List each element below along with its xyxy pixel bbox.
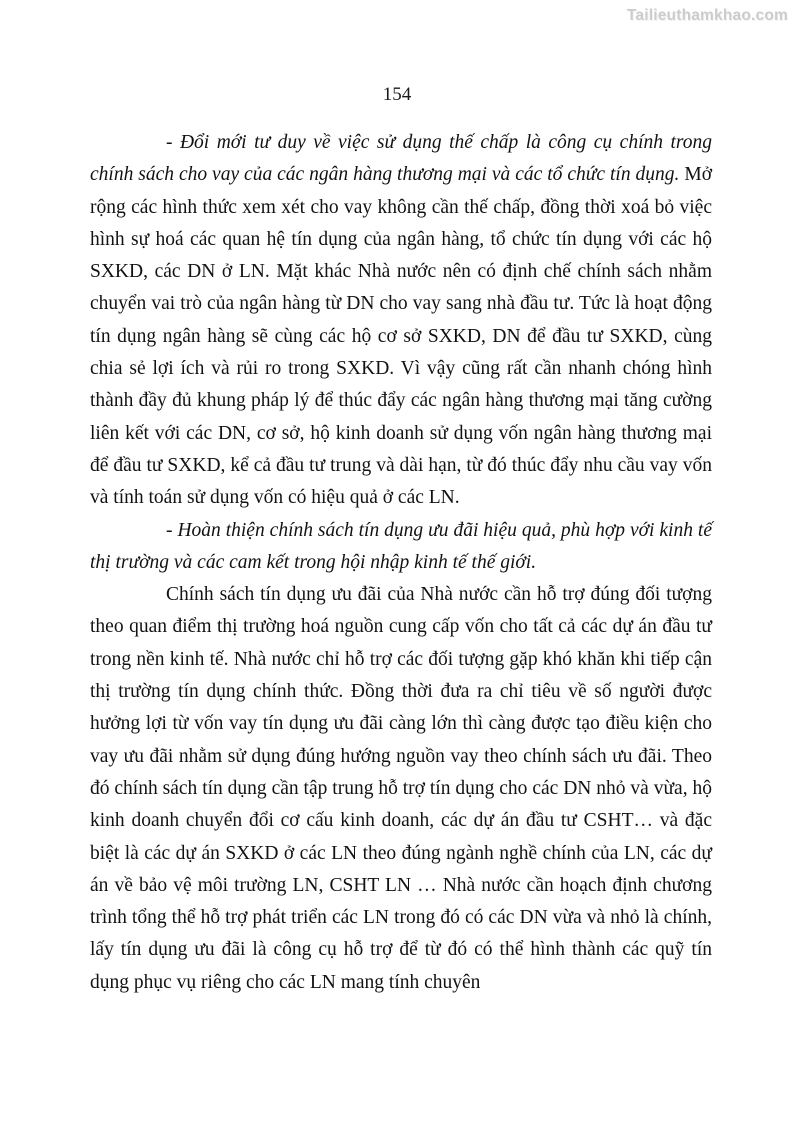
watermark-text: Tailieuthamkhao.com [626, 7, 788, 24]
paragraph [90, 579, 712, 999]
paragraph [90, 515, 712, 580]
paragraph [90, 127, 712, 515]
page-number: 154 [382, 84, 412, 105]
paragraph-segment: Mở rộng các hình thức xem xét cho vay không cần thế chấp, đồng thời xoá bỏ việc hình sự hoá các quan hệ tín dụng của ngân hàng, tổ chức tín dụng với các hộ SXKD, các DN ở LN. Mặt khác Nhà nước nên có định chế chính sách nhằm chuyển vai trò của ngân hàng từ DN cho vay sang nhà đầu tư. Tức là hoạt động tín dụng ngân hàng sẽ cùng các hộ cơ sở SXKD, DN để đầu tư SXKD, cùng chia sẻ lợi ích và rủi ro trong SXKD. Vì vậy cũng rất cần nhanh chóng hình thành đầy đủ khung pháp lý để thúc đẩy các ngân hàng thương mại tăng cường liên kết với các DN, cơ sở, hộ kinh doanh sử dụng vốn ngân hàng thương mại để đầu tư SXKD, kể cả đầu tư trung và dài hạn, từ đó thúc đẩy nhu cầu vay vốn và tính toán sử dụng vốn có hiệu quả ở các LN. [90, 164, 712, 509]
paragraph-segment-italic: - Đổi mới tư duy về việc sử dụng thế chấp là công cụ chính trong chính sách cho vay của các ngân hàng thương mại và các tổ chức tín dụng. [90, 132, 712, 186]
paragraph-segment: Chính sách tín dụng ưu đãi của Nhà nước cần hỗ trợ đúng đối tượng theo quan điểm thị trường hoá nguồn cung cấp vốn cho tất cả các dự án đầu tư trong nền kinh tế. Nhà nước chỉ hỗ trợ các đối tượng gặp khó khăn khi tiếp cận thị trường tín dụng chính thức. Đồng thời đưa ra chỉ tiêu về số người được hưởng lợi từ vốn vay tín dụng ưu đãi càng lớn thì càng được tạo điều kiện cho vay ưu đãi nhằm sử dụng đúng hướng nguồn vay theo chính sách ưu đãi. Theo đó chính sách tín dụng cần tập trung hỗ trợ tín dụng cho các DN nhỏ và vừa, hộ kinh doanh chuyển đổi cơ cấu kinh doanh, các dự án đầu tư CSHT… và đặc biệt là các dự án SXKD ở các LN theo đúng ngành nghề chính của LN, các dự án về bảo vệ môi trường LN, CSHT LN … Nhà nước cần hoạch định chương trình tổng thể hỗ trợ phát triển các LN trong đó có các DN vừa và nhỏ là chính, lấy tín dụng ưu đãi là công cụ hỗ trợ để từ đó có thể hình thành các quỹ tín dụng phục vụ riêng cho các LN mang tính chuyên [90, 584, 712, 993]
paragraph-segment-italic: - Hoàn thiện chính sách tín dụng ưu đãi hiệu quả, phù hợp với kinh tế thị trường và các cam kết trong hội nhập kinh tế thế giới. [90, 519, 712, 573]
document-body [90, 127, 712, 999]
